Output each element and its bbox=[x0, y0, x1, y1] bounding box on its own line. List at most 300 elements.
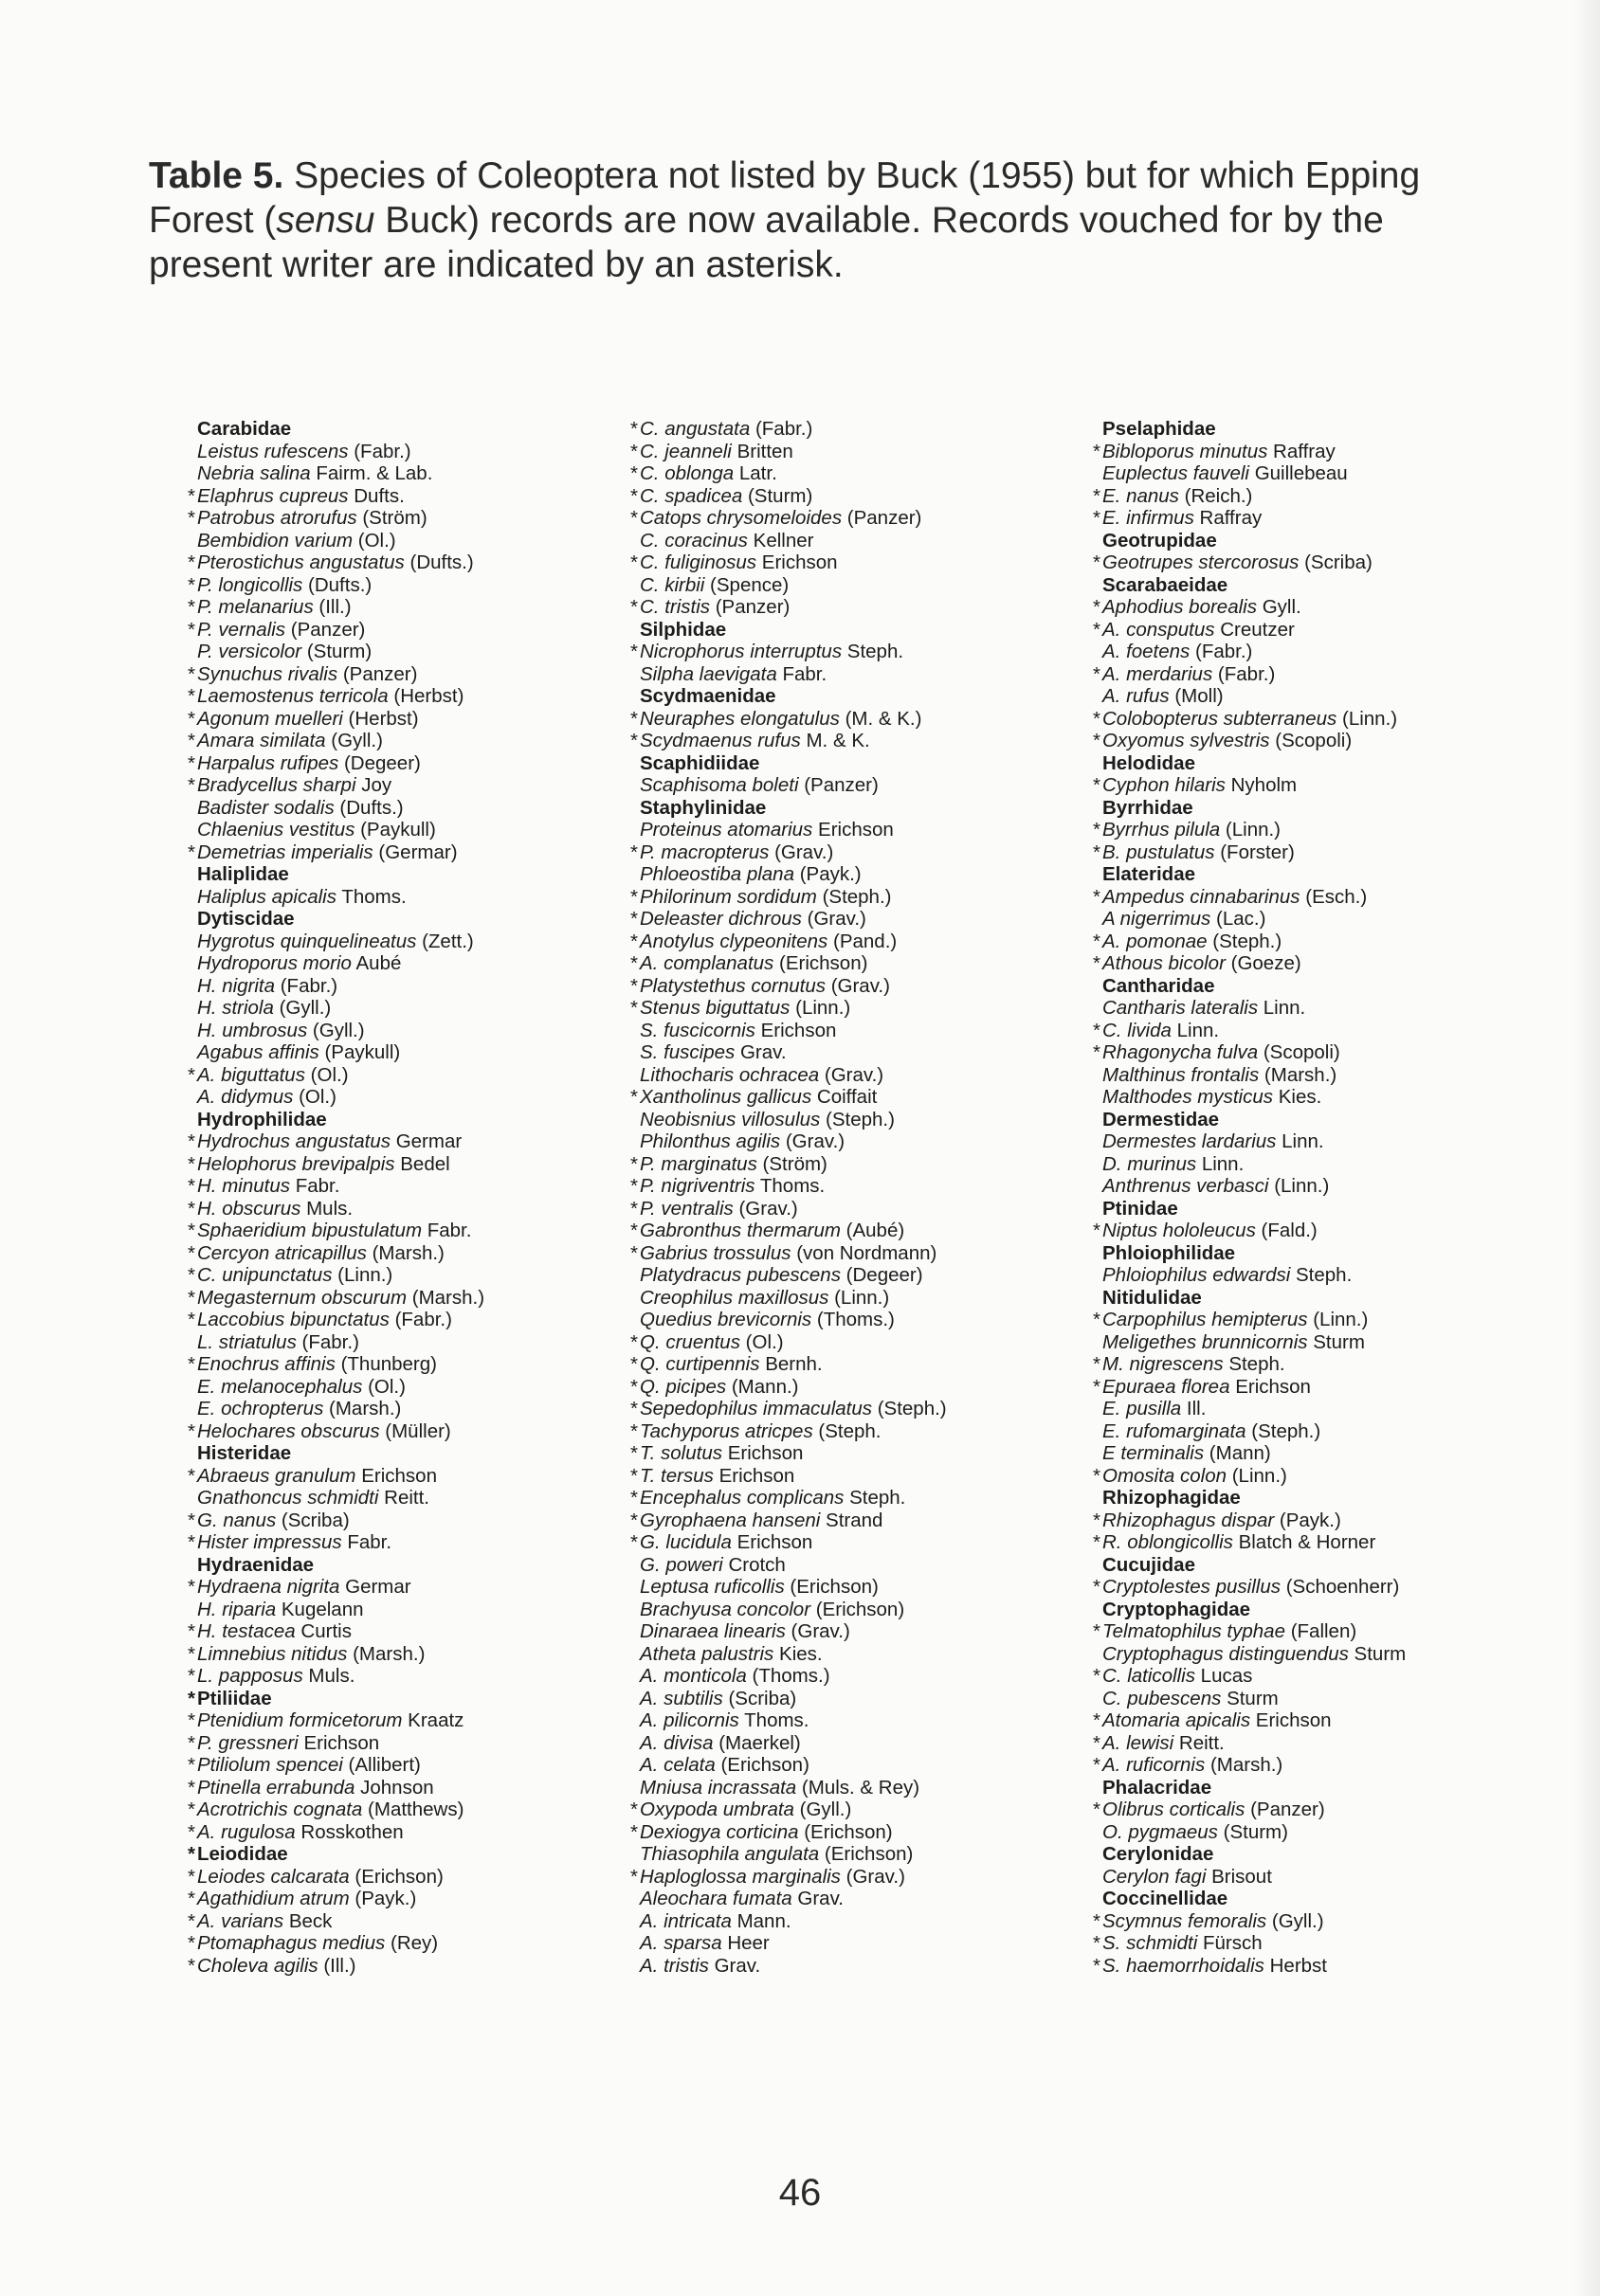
asterisk-marker: * bbox=[188, 1731, 195, 1754]
asterisk-marker: * bbox=[630, 885, 638, 908]
family-heading bbox=[1102, 1109, 1406, 1131]
species-entry bbox=[630, 1086, 947, 1109]
species-authority: Steph. bbox=[1228, 1353, 1285, 1375]
species-entry bbox=[188, 1909, 484, 1933]
species-authority: Grav. bbox=[797, 1888, 844, 1909]
species-entry bbox=[640, 1910, 947, 1933]
species-entry bbox=[630, 1330, 947, 1354]
family-name: Carabidae bbox=[197, 418, 292, 440]
asterisk-marker: * bbox=[630, 440, 638, 462]
species-authority: (Paykull) bbox=[324, 1041, 401, 1063]
species-entry bbox=[1093, 1220, 1406, 1242]
species-name: D. murinus bbox=[1102, 1152, 1197, 1175]
species-entry bbox=[197, 641, 484, 663]
species-authority: (Marsh.) bbox=[372, 1241, 445, 1264]
species-name: Proteinus atomarius bbox=[640, 819, 813, 841]
species-entry bbox=[188, 1820, 484, 1844]
species-entry bbox=[1093, 885, 1406, 909]
species-entry bbox=[188, 1709, 484, 1732]
family-name: Dytiscidae bbox=[197, 908, 295, 930]
family-heading bbox=[640, 685, 947, 708]
species-name: Philorinum sordidum bbox=[640, 885, 817, 908]
species-authority: (Linn.) bbox=[337, 1264, 393, 1286]
species-name: Enochrus affinis bbox=[197, 1353, 336, 1375]
species-entry bbox=[1093, 618, 1406, 642]
species-authority: Erichson bbox=[761, 551, 838, 573]
asterisk-marker: * bbox=[188, 1509, 195, 1531]
species-authority: Heer bbox=[727, 1932, 770, 1954]
species-entry bbox=[630, 1419, 947, 1443]
species-authority: Fürsch bbox=[1202, 1932, 1263, 1954]
species-name: Patrobus atrorufus bbox=[197, 507, 357, 529]
species-authority: Thoms. bbox=[341, 885, 407, 908]
species-name: Olibrus corticalis bbox=[1102, 1799, 1245, 1820]
species-authority: Curtis bbox=[300, 1620, 352, 1642]
species-entry bbox=[1102, 1866, 1406, 1889]
species-authority: (Erichson) bbox=[790, 1576, 879, 1598]
asterisk-marker: * bbox=[188, 1776, 195, 1799]
asterisk-marker: * bbox=[630, 952, 638, 974]
species-entry bbox=[188, 1531, 484, 1554]
asterisk-marker: * bbox=[188, 1754, 195, 1776]
species-authority: (Aubé) bbox=[845, 1220, 905, 1241]
species-authority: (Scopoli) bbox=[1263, 1041, 1340, 1063]
family-heading bbox=[197, 1442, 484, 1465]
species-entry bbox=[188, 1665, 484, 1688]
species-entry bbox=[197, 1020, 484, 1042]
species-entry bbox=[188, 1264, 484, 1287]
species-entry bbox=[1093, 1909, 1406, 1933]
species-name: Sepedophilus immaculatus bbox=[640, 1398, 872, 1419]
species-authority: Grav. bbox=[714, 1954, 761, 1977]
species-entry bbox=[630, 730, 947, 752]
species-name: P. marginatus bbox=[640, 1152, 757, 1175]
species-entry bbox=[640, 1843, 947, 1866]
species-entry bbox=[630, 641, 947, 663]
species-authority: (Germar) bbox=[378, 841, 458, 863]
species-name: Ptomaphagus medius bbox=[197, 1932, 386, 1954]
species-entry bbox=[630, 484, 947, 508]
species-entry bbox=[197, 819, 484, 841]
species-entry bbox=[197, 886, 484, 909]
family-heading bbox=[197, 418, 484, 441]
asterisk-marker: * bbox=[188, 507, 195, 529]
family-name: Silphidae bbox=[640, 618, 727, 641]
species-name: Neobisnius villosulus bbox=[640, 1108, 821, 1130]
species-name: Acrotrichis cognata bbox=[197, 1799, 363, 1820]
species-name: A. intricata bbox=[640, 1909, 732, 1932]
species-entry bbox=[1093, 819, 1406, 841]
species-entry bbox=[188, 774, 484, 797]
species-name: Philonthus agilis bbox=[640, 1130, 781, 1152]
species-authority: (Grav.) bbox=[774, 841, 834, 863]
species-entry bbox=[640, 1732, 947, 1755]
species-authority: Dufts. bbox=[354, 484, 405, 507]
species-entry bbox=[1093, 1954, 1406, 1978]
species-entry bbox=[640, 1777, 947, 1799]
species-entry bbox=[1102, 1153, 1406, 1176]
species-entry bbox=[640, 1020, 947, 1042]
species-authority: (Fabr.) bbox=[354, 440, 411, 462]
species-entry bbox=[188, 730, 484, 752]
species-entry bbox=[630, 1197, 947, 1220]
species-authority: Sturm bbox=[1227, 1687, 1279, 1709]
species-name: C. oblonga bbox=[640, 462, 735, 484]
species-name: Bembidion varium bbox=[197, 529, 354, 551]
asterisk-marker: * bbox=[630, 1152, 638, 1175]
species-entry bbox=[1093, 551, 1406, 574]
asterisk-marker: * bbox=[1093, 1909, 1100, 1932]
species-entry bbox=[1102, 1398, 1406, 1420]
asterisk-marker: * bbox=[188, 1175, 195, 1197]
species-entry bbox=[188, 1353, 484, 1376]
species-entry bbox=[188, 1509, 484, 1532]
caption-sensu: sensu bbox=[276, 200, 375, 241]
asterisk-marker: * bbox=[630, 551, 638, 573]
asterisk-marker: * bbox=[188, 1241, 195, 1264]
species-name: A. tristis bbox=[640, 1954, 709, 1977]
species-name: H. nigrita bbox=[197, 974, 276, 997]
species-name: A. lewisi bbox=[1102, 1731, 1174, 1754]
species-name: L. papposus bbox=[197, 1665, 303, 1687]
species-authority: Lucas bbox=[1200, 1665, 1253, 1687]
species-name: H. riparia bbox=[197, 1598, 277, 1620]
species-entry bbox=[640, 1955, 947, 1978]
asterisk-marker: * bbox=[630, 1487, 638, 1509]
species-entry bbox=[1102, 1064, 1406, 1087]
species-name: A. foetens bbox=[1102, 641, 1191, 662]
asterisk-marker: * bbox=[630, 841, 638, 863]
species-authority: M. & K. bbox=[806, 730, 870, 751]
asterisk-marker: * bbox=[1093, 1709, 1100, 1731]
species-authority: Germar bbox=[395, 1130, 463, 1152]
species-entry bbox=[630, 551, 947, 574]
species-entry bbox=[197, 1376, 484, 1399]
species-name: H. striola bbox=[197, 997, 274, 1019]
species-entry bbox=[630, 974, 947, 998]
species-entry bbox=[1102, 685, 1406, 708]
species-entry bbox=[1093, 1041, 1406, 1064]
species-entry bbox=[1093, 774, 1406, 797]
species-name: Phloeostiba plana bbox=[640, 863, 794, 885]
species-name: A. pomonae bbox=[1102, 930, 1208, 952]
species-authority: (Paykull) bbox=[360, 819, 436, 841]
species-name: O. pygmaeus bbox=[1102, 1820, 1218, 1843]
asterisk-marker: * bbox=[630, 1086, 638, 1108]
asterisk-marker: * bbox=[188, 1909, 195, 1932]
species-entry bbox=[630, 1442, 947, 1465]
species-name: Encephalus complicans bbox=[640, 1487, 845, 1509]
species-entry bbox=[1102, 1331, 1406, 1354]
species-entry bbox=[640, 1665, 947, 1688]
family-heading bbox=[1102, 1888, 1406, 1910]
species-name: Creophilus maxillosus bbox=[640, 1286, 829, 1309]
asterisk-marker: * bbox=[188, 730, 195, 751]
species-authority: (Fallen) bbox=[1290, 1620, 1357, 1642]
species-authority: (Müller) bbox=[385, 1419, 451, 1442]
asterisk-marker: * bbox=[188, 1063, 195, 1086]
species-name: Geotrupes stercorosus bbox=[1102, 551, 1300, 573]
species-authority: (Steph.) bbox=[826, 1108, 895, 1130]
species-authority: (Fabr.) bbox=[755, 418, 813, 440]
species-name: Tachyporus atricpes bbox=[640, 1419, 813, 1442]
species-entry bbox=[1102, 997, 1406, 1020]
species-entry bbox=[197, 530, 484, 552]
species-name: Pterostichus angustatus bbox=[197, 551, 405, 573]
asterisk-marker: * bbox=[188, 774, 195, 796]
species-entry bbox=[1102, 1821, 1406, 1844]
species-entry bbox=[1093, 1799, 1406, 1821]
species-name: Cantharis lateralis bbox=[1102, 997, 1259, 1019]
species-name: P. gressneri bbox=[197, 1731, 299, 1754]
species-name: A. monticola bbox=[640, 1665, 747, 1687]
asterisk-marker: * bbox=[188, 1642, 195, 1665]
species-name: P. longicollis bbox=[197, 573, 303, 596]
family-heading bbox=[1102, 418, 1406, 441]
asterisk-marker: * bbox=[630, 1799, 638, 1820]
asterisk-marker: * bbox=[188, 1419, 195, 1442]
species-name: Choleva agilis bbox=[197, 1954, 318, 1977]
asterisk-marker: * bbox=[1093, 507, 1100, 529]
family-name: Dermestidae bbox=[1102, 1108, 1220, 1130]
species-entry bbox=[188, 1731, 484, 1755]
species-authority: (Reich.) bbox=[1184, 484, 1253, 507]
species-name: E. ochropterus bbox=[197, 1398, 324, 1419]
species-name: C. spadicea bbox=[640, 484, 743, 507]
species-entry bbox=[188, 1286, 485, 1310]
species-entry bbox=[197, 975, 484, 998]
species-authority: (Sturm) bbox=[747, 484, 813, 507]
species-authority: (M. & K.) bbox=[845, 707, 922, 730]
species-entry bbox=[188, 1197, 484, 1220]
species-authority: Herbst bbox=[1269, 1954, 1328, 1977]
asterisk-marker: * bbox=[630, 997, 638, 1019]
species-entry bbox=[1102, 908, 1406, 931]
species-entry bbox=[1093, 1709, 1406, 1732]
species-authority: Bedel bbox=[400, 1152, 450, 1175]
asterisk-marker: * bbox=[630, 1442, 638, 1464]
species-name: Epuraea florea bbox=[1102, 1375, 1230, 1398]
species-authority: (Panzer) bbox=[342, 662, 418, 685]
species-authority: (Herbst) bbox=[348, 707, 419, 730]
asterisk-marker: * bbox=[188, 551, 195, 573]
species-name: Ptiliolum spencei bbox=[197, 1754, 343, 1776]
species-authority: (Steph.) bbox=[1212, 930, 1282, 952]
species-entry bbox=[630, 952, 947, 975]
species-entry bbox=[640, 1688, 947, 1710]
species-entry bbox=[630, 841, 947, 864]
asterisk-marker: * bbox=[1093, 952, 1100, 974]
species-authority: (Goeze) bbox=[1230, 952, 1301, 974]
species-entry bbox=[640, 1109, 947, 1131]
species-entry bbox=[1093, 1309, 1406, 1331]
species-authority: (Sturm) bbox=[306, 641, 373, 662]
asterisk-marker: * bbox=[630, 1865, 638, 1888]
species-name: R. oblongicollis bbox=[1102, 1531, 1233, 1553]
species-name: Elaphrus cupreus bbox=[197, 484, 349, 507]
asterisk-marker: * bbox=[1093, 484, 1100, 507]
species-authority: Kies. bbox=[1278, 1086, 1322, 1108]
asterisk-marker: * bbox=[630, 908, 638, 930]
species-authority: Britten bbox=[736, 440, 793, 462]
asterisk-marker: * bbox=[188, 618, 195, 641]
species-name: P. melanarius bbox=[197, 596, 314, 618]
family-heading bbox=[1102, 1777, 1406, 1799]
family-heading bbox=[1102, 1487, 1406, 1510]
species-name: Cerylon fagi bbox=[1102, 1865, 1207, 1888]
species-entry bbox=[188, 1464, 484, 1488]
species-name: P. vernalis bbox=[197, 618, 286, 641]
species-authority: (Ström) bbox=[362, 507, 427, 529]
species-authority: Blatch & Horner bbox=[1238, 1531, 1376, 1553]
family-name: Cantharidae bbox=[1102, 974, 1215, 997]
species-authority: (Degeer) bbox=[343, 751, 421, 774]
asterisk-marker: * bbox=[188, 1888, 195, 1909]
species-authority: (Gyll.) bbox=[279, 997, 332, 1019]
asterisk-marker: * bbox=[188, 685, 195, 707]
species-entry bbox=[188, 1776, 484, 1799]
species-entry bbox=[640, 1754, 947, 1777]
species-name: A. sparsa bbox=[640, 1932, 722, 1954]
species-authority: (Schoenherr) bbox=[1285, 1576, 1400, 1598]
family-heading bbox=[640, 797, 947, 820]
species-authority: Erichson bbox=[818, 819, 894, 841]
species-name: Ampedus cinnabarinus bbox=[1102, 885, 1300, 908]
species-authority: (Fald.) bbox=[1261, 1220, 1318, 1241]
species-name: H. obscurus bbox=[197, 1197, 301, 1220]
asterisk-marker: * bbox=[188, 1531, 195, 1553]
species-entry bbox=[197, 952, 484, 975]
species-name: Gnathoncus schmidti bbox=[197, 1487, 379, 1509]
asterisk-marker: * bbox=[630, 1398, 638, 1419]
asterisk-marker: * bbox=[1093, 730, 1100, 751]
species-entry bbox=[1093, 662, 1406, 686]
asterisk-marker: * bbox=[630, 1353, 638, 1375]
species-name: Scymnus femoralis bbox=[1102, 1909, 1267, 1932]
asterisk-marker: * bbox=[1093, 1731, 1100, 1754]
family-name: Coccinellidae bbox=[1102, 1888, 1228, 1909]
species-entry bbox=[188, 1220, 484, 1242]
species-name: Dinaraea linearis bbox=[640, 1620, 786, 1642]
caption-text-before: Species of Coleoptera not listed by Buck (1955) but for which Epping Forest ( bbox=[149, 155, 1421, 241]
family-name: Scaphidiidae bbox=[640, 751, 760, 774]
species-entry bbox=[640, 1309, 947, 1331]
species-name: Meligethes brunnicornis bbox=[1102, 1330, 1308, 1353]
species-authority: (Panzer) bbox=[804, 774, 879, 796]
asterisk-marker: * bbox=[630, 596, 638, 618]
species-name: Leiodes calcarata bbox=[197, 1865, 350, 1888]
species-name: Hygrotus quinquelineatus bbox=[197, 930, 417, 952]
species-authority: Kies. bbox=[779, 1642, 823, 1665]
species-authority: (Pand.) bbox=[833, 930, 898, 952]
species-authority: (Ill.) bbox=[323, 1954, 356, 1977]
family-name: Rhizophagidae bbox=[1102, 1487, 1241, 1509]
species-authority: Erichson bbox=[1255, 1709, 1332, 1731]
species-authority: Steph. bbox=[846, 641, 904, 662]
asterisk-marker: * bbox=[188, 1865, 195, 1888]
species-name: G. poweri bbox=[640, 1553, 723, 1576]
species-authority: Brisout bbox=[1211, 1865, 1272, 1888]
species-authority: (von Nordmann) bbox=[796, 1241, 937, 1264]
species-entry bbox=[630, 596, 947, 619]
species-authority: (Esch.) bbox=[1305, 885, 1368, 908]
asterisk-marker: * bbox=[188, 707, 195, 730]
species-authority: (Gyll.) bbox=[331, 730, 383, 751]
species-entry bbox=[188, 484, 484, 508]
asterisk-marker: * bbox=[188, 841, 195, 863]
species-entry bbox=[197, 1398, 484, 1420]
species-entry bbox=[188, 1130, 484, 1153]
species-entry bbox=[640, 1643, 947, 1666]
asterisk-marker: * bbox=[630, 1241, 638, 1264]
species-authority: (Spence) bbox=[710, 573, 790, 596]
asterisk-marker: * bbox=[188, 1709, 195, 1731]
species-entry bbox=[630, 997, 947, 1020]
species-name: Oxyomus sylvestris bbox=[1102, 730, 1270, 751]
asterisk-marker: * bbox=[630, 507, 638, 529]
species-entry bbox=[188, 1241, 484, 1265]
family-heading bbox=[1102, 1287, 1406, 1310]
species-entry bbox=[630, 1820, 947, 1844]
species-name: A. complanatus bbox=[640, 952, 774, 974]
species-entry bbox=[630, 1220, 947, 1242]
species-authority: (Linn.) bbox=[1225, 819, 1282, 841]
species-name: Atomaria apicalis bbox=[1102, 1709, 1251, 1731]
species-name: Scaphisoma boleti bbox=[640, 774, 799, 796]
species-entry bbox=[1093, 707, 1406, 731]
species-entry bbox=[1093, 1665, 1406, 1688]
species-name: Anthrenus verbasci bbox=[1102, 1175, 1269, 1197]
species-entry bbox=[630, 1375, 947, 1399]
table-caption bbox=[149, 154, 1476, 287]
species-entry bbox=[188, 1152, 484, 1176]
species-authority: Kellner bbox=[753, 529, 814, 551]
asterisk-marker: * bbox=[1093, 1375, 1100, 1398]
asterisk-marker: * bbox=[1093, 1509, 1100, 1531]
species-authority: (Erichson) bbox=[815, 1598, 905, 1620]
asterisk-marker: * bbox=[1093, 1576, 1100, 1598]
asterisk-marker: * bbox=[188, 1220, 195, 1241]
species-name: P. macropterus bbox=[640, 841, 770, 863]
species-name: Amara similata bbox=[197, 730, 326, 751]
species-entry bbox=[197, 931, 484, 953]
asterisk-marker: * bbox=[1093, 1531, 1100, 1553]
species-authority: (Fabr.) bbox=[394, 1309, 452, 1330]
species-entry bbox=[188, 551, 484, 574]
species-name: Ptinella errabunda bbox=[197, 1776, 355, 1799]
species-name: Nicrophorus interruptus bbox=[640, 641, 843, 662]
species-authority: (Matthews) bbox=[368, 1799, 464, 1820]
species-entry bbox=[630, 1531, 947, 1554]
species-entry bbox=[1093, 1620, 1406, 1643]
asterisk-marker: * bbox=[630, 1531, 638, 1553]
asterisk-marker: * bbox=[188, 1152, 195, 1175]
species-authority: (Steph.) bbox=[1251, 1419, 1321, 1442]
asterisk-marker: * bbox=[630, 730, 638, 751]
asterisk-marker: * bbox=[188, 1309, 195, 1330]
species-authority: (Fabr.) bbox=[1195, 641, 1253, 662]
species-entry bbox=[197, 1487, 484, 1510]
species-name: T. tersus bbox=[640, 1464, 714, 1487]
species-authority: (Gyll.) bbox=[799, 1799, 852, 1820]
asterisk-marker: * bbox=[630, 707, 638, 730]
family-name: Phloiophilidae bbox=[1102, 1241, 1236, 1264]
family-name: Geotrupidae bbox=[1102, 529, 1217, 551]
species-entry bbox=[188, 662, 484, 686]
species-name: A. varians bbox=[197, 1909, 284, 1932]
asterisk-marker: * bbox=[188, 1843, 195, 1865]
species-name: E. rufomarginata bbox=[1102, 1419, 1246, 1442]
